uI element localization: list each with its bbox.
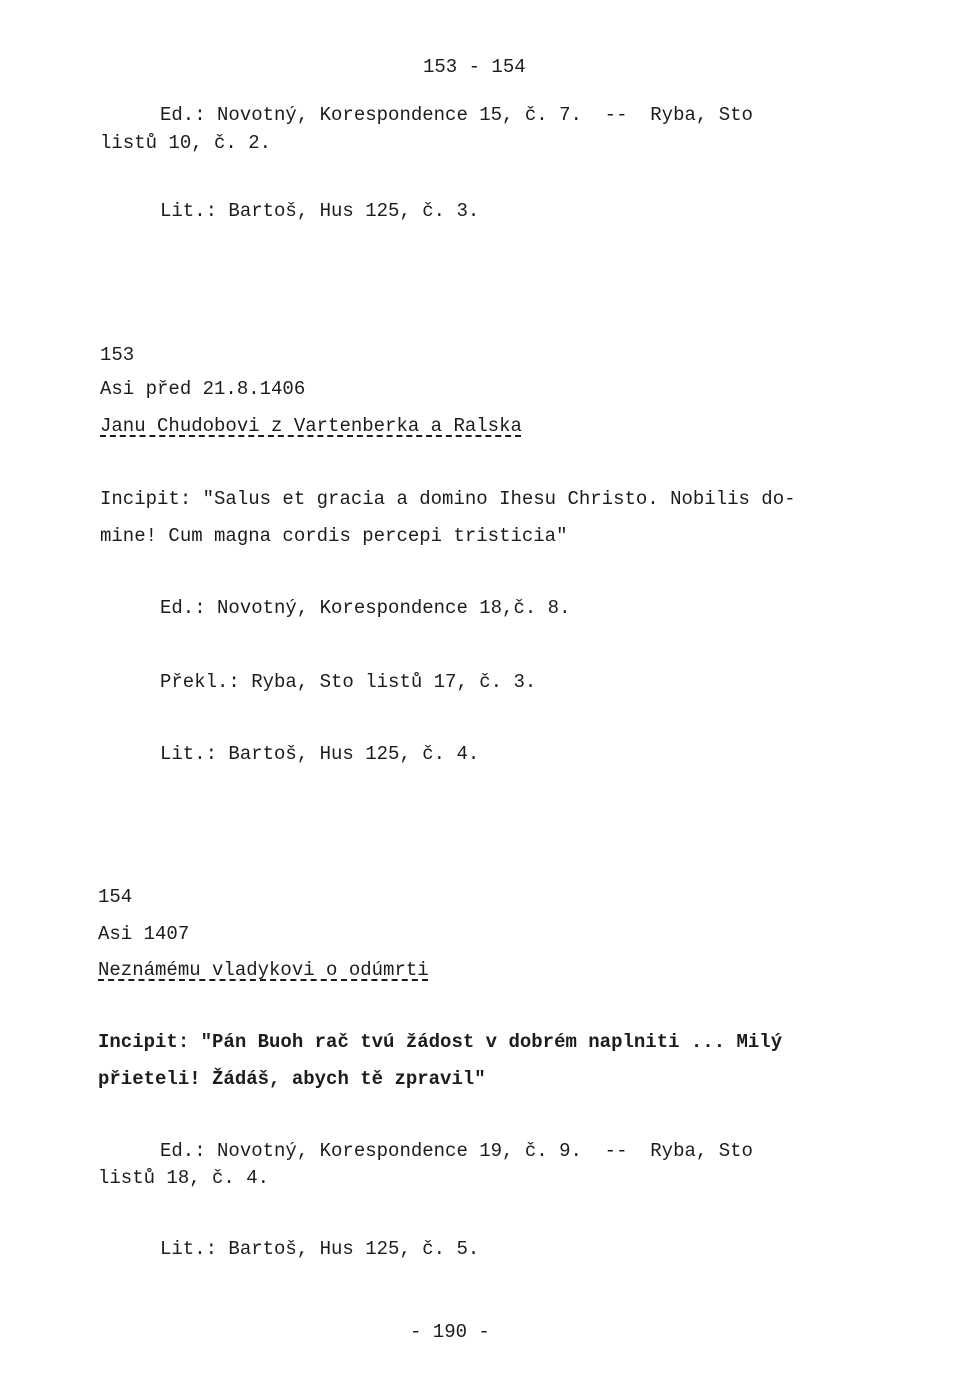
entry-154-ed-line1: Ed.: Novotný, Korespondence 19, č. 9. -- Ryba, Sto [160, 1140, 753, 1162]
entry-154-lit: Lit.: Bartoš, Hus 125, č. 5. [160, 1238, 480, 1260]
intro-ed-line2: listů 10, č. 2. [100, 132, 272, 154]
entry-154-date: Asi 1407 [98, 923, 190, 945]
entry-153-lit: Lit.: Bartoš, Hus 125, č. 4. [160, 743, 480, 765]
entry-154-number: 154 [98, 886, 133, 908]
entry-153-incipit-line2: mine! Cum magna cordis percepi tristicia" [100, 525, 568, 547]
entry-153-number: 153 [100, 344, 135, 366]
intro-lit: Lit.: Bartoš, Hus 125, č. 3. [160, 200, 480, 222]
page-header: 153 - 154 [423, 56, 526, 78]
entry-153-incipit-line1: Incipit: "Salus et gracia a domino Ihesu Christo. Nobilis do- [100, 488, 796, 510]
entry-153-recipient: Janu Chudobovi z Vartenberka a Ralska [100, 415, 522, 437]
intro-ed-line1: Ed.: Novotný, Korespondence 15, č. 7. -- Ryba, Sto [160, 104, 753, 126]
entry-153-date: Asi před 21.8.1406 [100, 378, 306, 400]
entry-154-ed-line2: listů 18, č. 4. [98, 1167, 270, 1189]
entry-154-incipit-line1: Incipit: "Pán Buoh rač tvú žádost v dobrém naplniti ... Milý [98, 1031, 783, 1053]
entry-153-ed: Ed.: Novotný, Korespondence 18,č. 8. [160, 597, 571, 619]
entry-154-incipit-line2: přieteli! Žádáš, abych tě zpravil" [98, 1068, 486, 1090]
page-footer: - 190 - [410, 1321, 490, 1343]
entry-153-prekl: Překl.: Ryba, Sto listů 17, č. 3. [160, 671, 537, 693]
entry-154-recipient: Neznámému vladykovi o odúmrti [98, 959, 429, 981]
